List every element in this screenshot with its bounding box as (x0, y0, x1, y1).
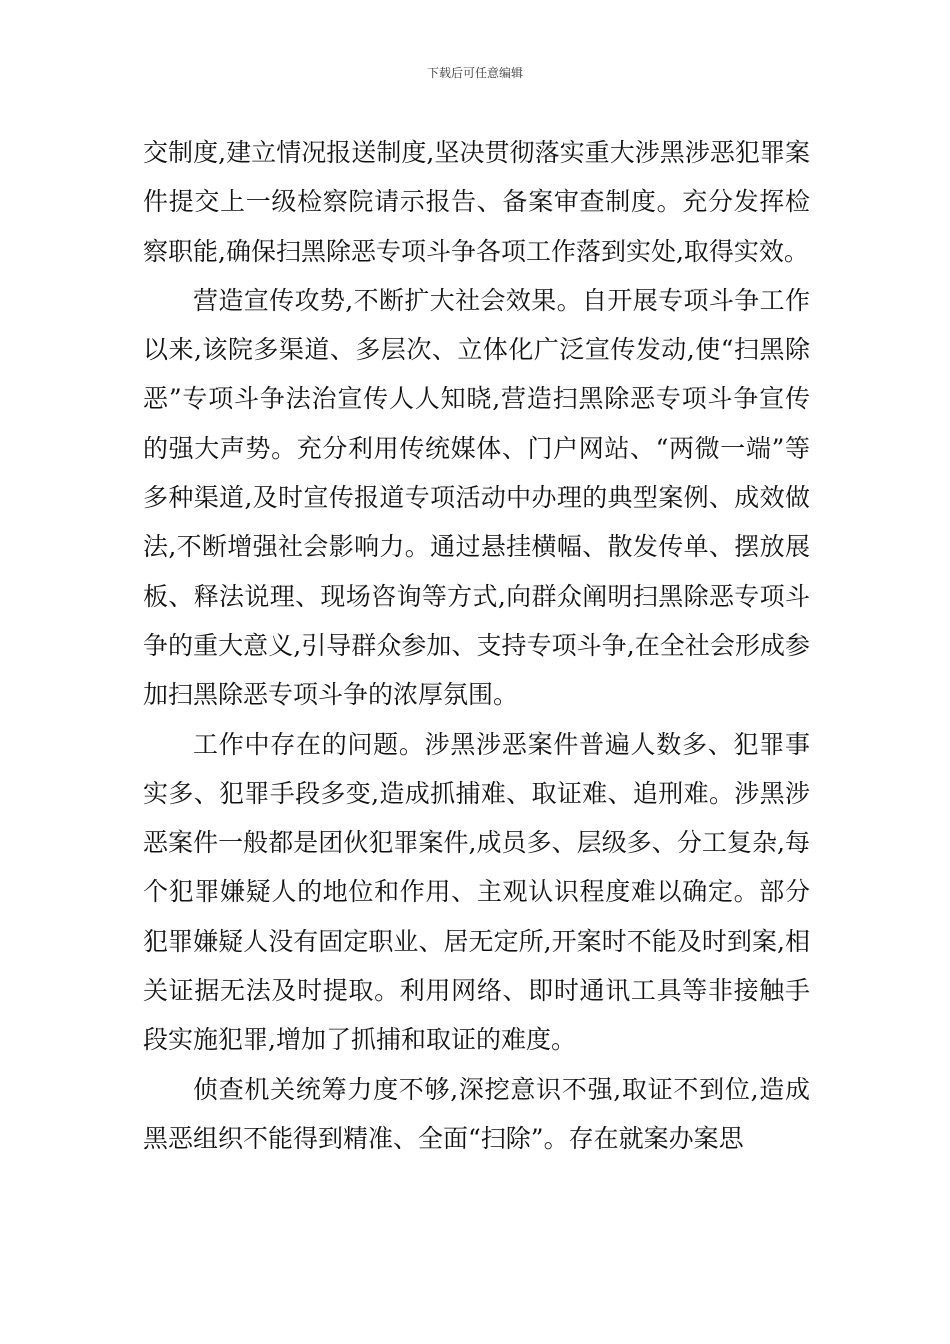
page-header: 下载后可任意编辑 (426, 66, 523, 80)
document-body (143, 128, 810, 1163)
paragraph-4: 侦查机关统筹力度不够,深挖意识不强,取证不到位,造成黑恶组织不能得到精准、全面“扫除”。存在就案办案思 (143, 1074, 810, 1153)
paragraph-2: 营造宣传攻势,不断扩大社会效果。自开展专项斗争工作以来,该院多渠道、多层次、立体化广泛宣传发动,使“扫黑除恶”专项斗争法治宣传人人知晓,营造扫黑除恶专项斗争宣传的强大声势。充分利用传统媒体、门户网站、“两微一端”等多种渠道,及时宣传报道专项活动中办理的典型案例、成效做法,不断增强社会影响力。通过悬挂横幅、散发传单、摆放展板、释法说理、现场咨询等方式,向群众阐明扫黑除恶专项斗争的重大意义,引导群众参加、支持专项斗争,在全社会形成参加扫黑除恶专项斗争的浓厚氛围。 (143, 285, 810, 710)
paragraph-3: 工作中存在的问题。涉黑涉恶案件普遍人数多、犯罪事实多、犯罪手段多变,造成抓捕难、取证难、追刑难。涉黑涉恶案件一般都是团伙犯罪案件,成员多、层级多、分工复杂,每个犯罪嫌疑人的地位和作用、主观认识程度难以确定。部分犯罪嫌疑人没有固定职业、居无定所,开案时不能及时到案,相关证据无法及时提取。利用网络、即时通讯工具等非接触手段实施犯罪,增加了抓捕和取证的难度。 (143, 729, 810, 1055)
paragraph-1: 交制度,建立情况报送制度,坚决贯彻落实重大涉黑涉恶犯罪案件提交上一级检察院请示报告、备案审查制度。充分发挥检察职能,确保扫黑除恶专项斗争各项工作落到实处,取得实效。 (143, 138, 810, 266)
